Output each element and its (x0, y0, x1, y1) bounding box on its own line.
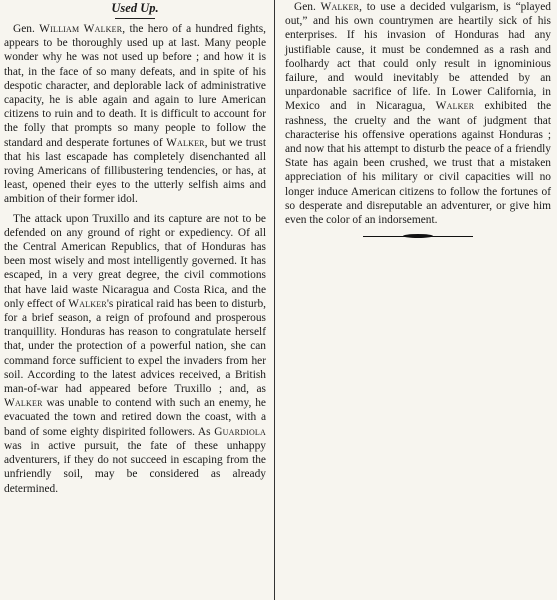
paragraph-3-text-2: exhibited the rashness, the cruelty and the want of judgment that characterise his offensive operations against Honduras ; and now that his attempt to disturb the peace of a friendly State has again been crushed, we trust that a mistaken appreciation of his military or civil capacities will no longer induce American citizens to follow the fortunes of so desperate and disreputable an adventurer, or give him even the color of an indorsement. (285, 100, 552, 227)
paragraph-3-name-2: Walker (435, 100, 475, 113)
paragraph-2-name: Walker (68, 297, 107, 310)
paragraph-1-text-2: , but we trust that his last escapade has completely disenchanted all roving Americans of fillibustering tendencies, or has, at least, opened their eyes to the utterly selfish aims and ambition of their former idol. (4, 136, 266, 206)
paragraph-1-lead: Gen. (13, 23, 40, 35)
paragraph-2-text-3: was unable to contend with such an enemy, he evacuated the town and retired down the coast, with a band of some eighty dispirited followers. As (4, 397, 266, 438)
paragraph-1-name: William Walker (39, 23, 123, 35)
paragraph-1-text: , the hero of a hundred fights, appears to be thoroughly used up at last. Many people wonder why he was not used up before ; and how it is that, in the face of so many defeats, and in spite of his despotic character, and deplorable lack of administrative capacity, he is able again and again to lure American citizens to ruin and to death. It is difficult to account for the folly that prompts so many people to follow the standard and desperate fortunes of (4, 23, 266, 149)
paragraph-3-text: , to use a decided vulgarism, is “played out,” and his own countrymen are heartily sick of his enterprises. If his invasion of Honduras had any justifiable cause, it must be condemned as a rash and foolhardy act that could only result in ignominious failure, and would inevitably be attended by an unpardonable sacrifice of life. In Lower California, in Mexico and in Nicaragua, (285, 1, 551, 113)
paragraph-3-lead: Gen. (294, 1, 321, 13)
paragraph-2 (4, 212, 266, 496)
paragraph-2-text: The attack upon Truxillo and its capture are not to be defended on any ground of right or expediency. Of all the Central American Republics, that of Honduras has been most wisely and most intelligently governed. It has escaped, in a very great degree, the civil commotions that have laid waste Nicaragua and Costa Rica, and the only effect of (4, 212, 266, 310)
left-column (4, 0, 266, 501)
end-ornament (363, 234, 473, 239)
paragraph-2-text-2: 's piratical raid has been to disturb, for a brief season, a reign of profound and prosperous tranquillity. Honduras has reason to congratulate herself that, under the protection of a powerful nation, she can command force sufficient to expel the invaders from her soil. According to the latest advices received, a British man-of-war had appeared before Truxillo ; and, as (4, 297, 266, 396)
right-column (285, 0, 551, 239)
paragraph-2-name-3: Guardiola (214, 425, 266, 438)
column-divider (274, 0, 275, 600)
paragraph-3-name: Walker (320, 1, 360, 13)
paragraph-2-text-4: was in active pursuit, the fate of these unhappy adventurers, if they do not succeed in escaping from the unfriendly soil, may be considered as already determined. (4, 439, 266, 495)
article-title: Used Up. (111, 1, 159, 15)
paragraph-3 (285, 0, 551, 227)
paragraph-1-name-2: Walker (166, 136, 205, 149)
paragraph-2-name-2: Walker (4, 397, 43, 410)
title-underline (115, 18, 155, 19)
paragraph-1 (4, 22, 266, 207)
